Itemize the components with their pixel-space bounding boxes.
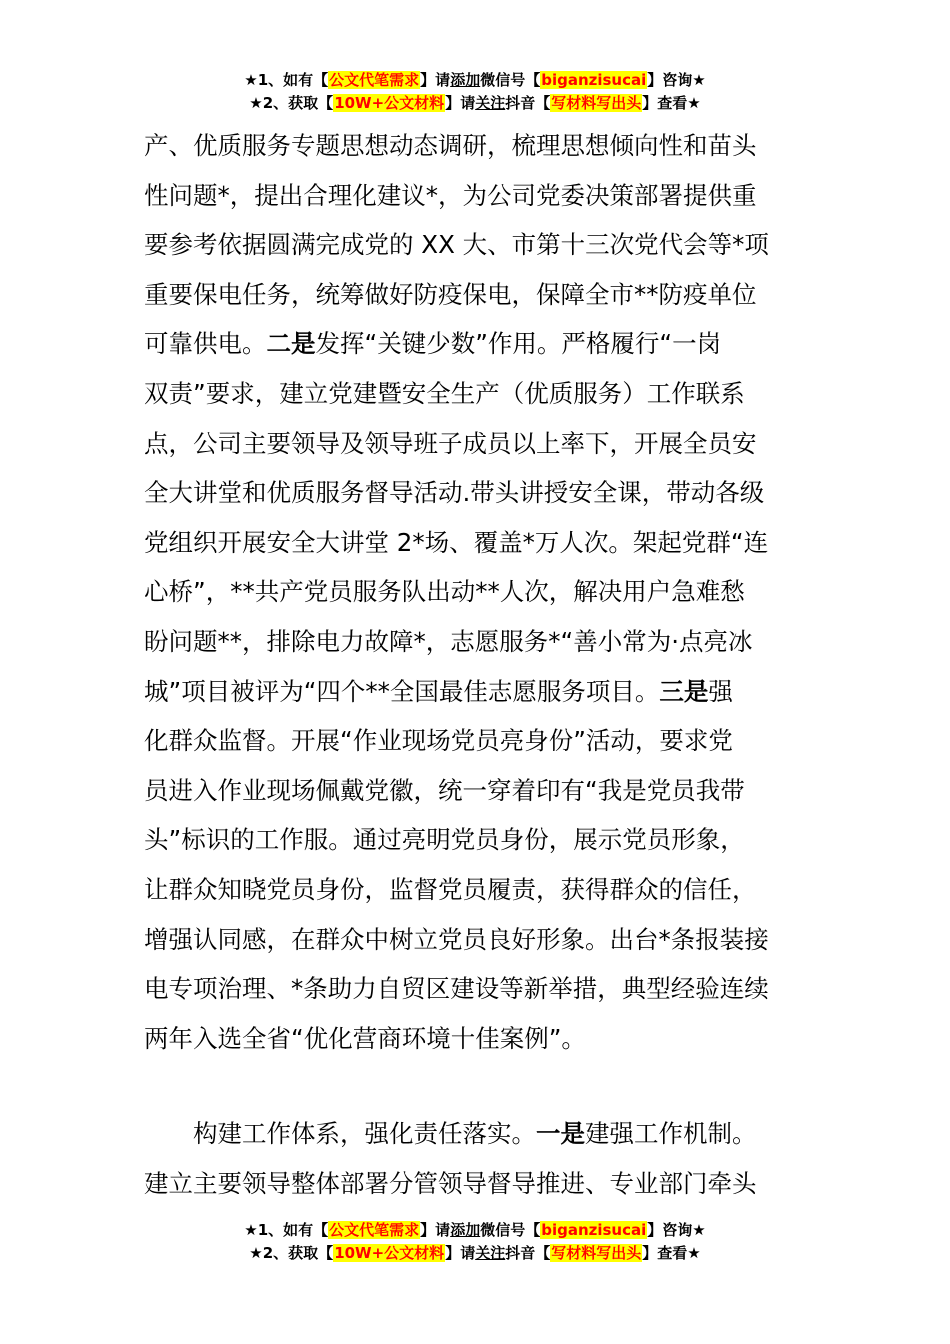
body-line: 点，公司主要领导及领导班子成员以上率下，开展全员安: [144, 428, 757, 458]
body-line: 党组织开展安全大讲堂 2*场、覆盖*万人次。架起党群“连: [144, 527, 769, 557]
banner-text: 微信号【: [480, 71, 541, 89]
body-line: 性问题*，提出合理化建议*，为公司党委决策部署提供重: [144, 180, 757, 210]
body-line: [144, 667, 808, 717]
body-bold-text: 三是: [659, 676, 709, 706]
banner-text: 】请: [445, 1244, 476, 1262]
document-body: [144, 121, 808, 1208]
body-text: 强: [708, 676, 733, 706]
body-text: 构建工作体系，强化责任落实。: [193, 1119, 536, 1149]
banner-text: 】请: [445, 94, 476, 112]
banner-text: 】查看★: [642, 1244, 701, 1262]
banner-text: ★1、如有【: [244, 1221, 329, 1239]
bottom-banner: [0, 1219, 950, 1265]
body-line: 要参考依据圆满完成党的 XX 大、市第十三次党代会等*项: [144, 230, 769, 260]
banner-text: ★2、获取【: [249, 1244, 334, 1262]
banner-text: 】请: [420, 1221, 451, 1239]
banner-text: ★1、如有【: [244, 71, 329, 89]
body-text: 发挥“关键少数”作用。严格履行“一岗: [315, 329, 722, 359]
banner-text: 】查看★: [642, 94, 701, 112]
banner-highlight-douyin: 写材料写出头: [551, 94, 642, 112]
banner-text: 关注: [475, 1244, 506, 1262]
banner-highlight-wechat-id: biganzisucai: [541, 1221, 647, 1239]
top-banner: [0, 69, 950, 115]
body-line: 重要保电任务，统筹做好防疫保电，保障全市**防疫单位: [144, 279, 757, 309]
body-line: 让群众知晓党员身份，监督党员履责，获得群众的信任，: [144, 874, 757, 904]
body-line: 双责”要求，建立党建暨安全生产（优质服务）工作联系: [144, 378, 745, 408]
banner-highlight-service: 公文代笔需求: [329, 1221, 420, 1239]
banner-highlight-service: 公文代笔需求: [329, 71, 420, 89]
banner-text: 】咨询★: [647, 71, 706, 89]
banner-text: 添加: [450, 71, 481, 89]
banner-text: 添加: [450, 1221, 481, 1239]
banner-highlight-douyin: 写材料写出头: [551, 1244, 642, 1262]
body-line: 全大讲堂和优质服务督导活动.带头讲授安全课，带动各级: [144, 478, 765, 508]
body-line: 增强认同感，在群众中树立党员良好形象。出台*条报装接: [144, 924, 769, 954]
body-line: 头”标识的工作服。通过亮明党员身份，展示党员形象，: [144, 825, 745, 855]
banner-text: 微信号【: [480, 1221, 541, 1239]
banner-line-1: [0, 1219, 950, 1242]
banner-text: 抖音【: [505, 94, 551, 112]
body-bold-text: 二是: [266, 329, 316, 359]
paragraph-gap: [144, 1063, 808, 1109]
banner-text: 】请: [420, 71, 451, 89]
banner-line-1: [0, 69, 950, 92]
banner-highlight-materials: 10W+公文材料: [334, 94, 445, 112]
body-line: 两年入选全省“优化营商环境十佳案例”。: [144, 1023, 586, 1053]
body-line: 员进入作业现场佩戴党徽，统一穿着印有“我是党员我带: [144, 775, 745, 805]
body-line: [144, 1109, 808, 1159]
body-line: 化群众监督。开展“作业现场党员亮身份”活动，要求党: [144, 726, 733, 756]
banner-highlight-materials: 10W+公文材料: [334, 1244, 445, 1262]
banner-line-2: [0, 92, 950, 115]
body-line: 盼问题**，排除电力故障*，志愿服务*“善小常为·点亮冰: [144, 626, 753, 656]
body-line: 建立主要领导整体部署分管领导督导推进、专业部门牵头: [144, 1168, 757, 1198]
body-line: 电专项治理、*条助力自贸区建设等新举措，典型经验连续: [144, 974, 769, 1004]
banner-text: 】咨询★: [647, 1221, 706, 1239]
body-line: 产、优质服务专题思想动态调研，梳理思想倾向性和苗头: [144, 131, 757, 160]
body-text: 可靠供电。: [144, 329, 267, 359]
banner-text: ★2、获取【: [249, 94, 334, 112]
body-line: [144, 319, 808, 369]
banner-text: 抖音【: [505, 1244, 551, 1262]
body-text: 建强工作机制。: [585, 1119, 757, 1149]
body-line: 心桥”，**共产党员服务队出动**人次，解决用户急难愁: [144, 577, 745, 607]
banner-highlight-wechat-id: biganzisucai: [541, 71, 647, 89]
body-bold-text: 一是: [536, 1119, 585, 1149]
banner-line-2: [0, 1242, 950, 1265]
body-text: 城”项目被评为“四个**全国最佳志愿服务项目。: [144, 676, 660, 706]
banner-text: 关注: [475, 94, 506, 112]
